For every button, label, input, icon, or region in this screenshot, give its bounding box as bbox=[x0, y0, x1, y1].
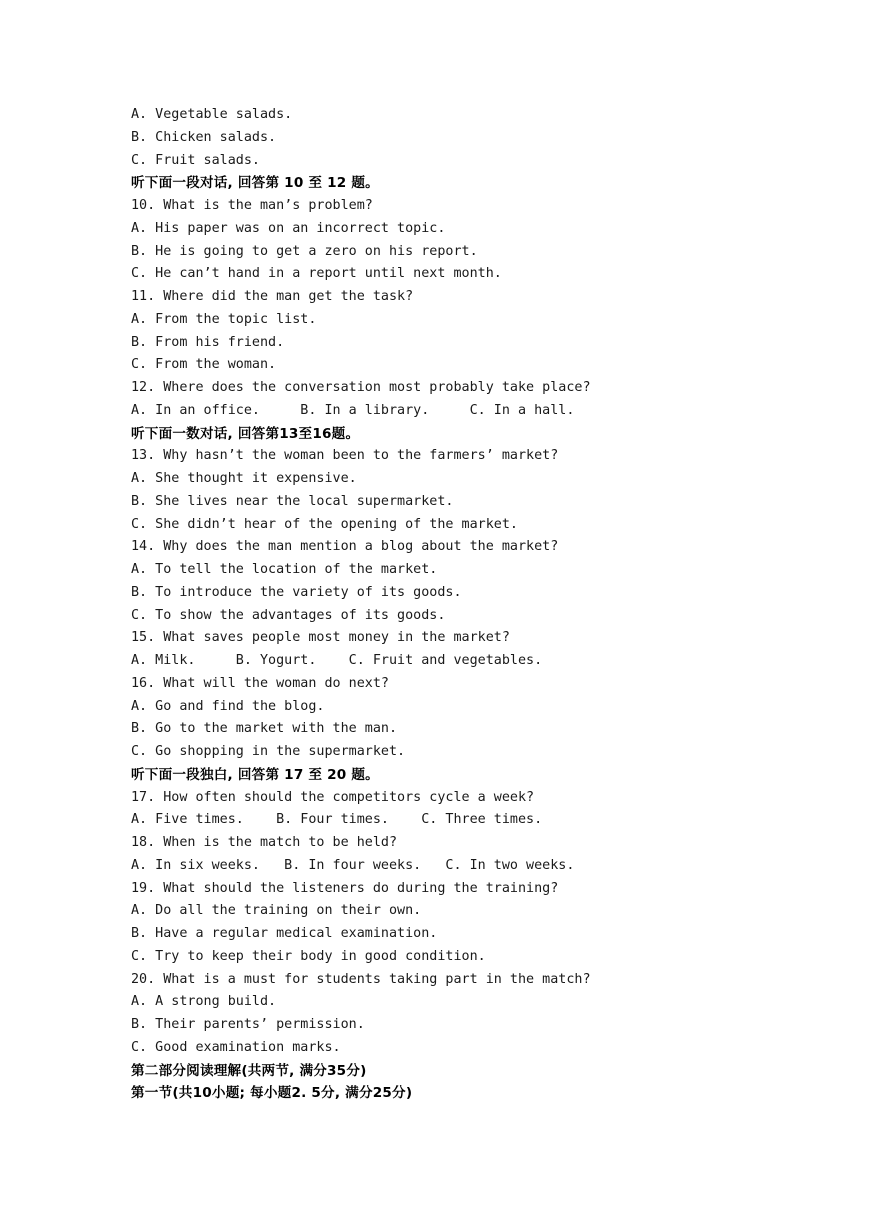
question-line: 12. Where does the conversation most probably take place? bbox=[131, 380, 591, 395]
question-line: 14. Why does the man mention a blog about the market? bbox=[131, 539, 559, 555]
question-line: A. In an office. B. In a library. C. In a hall. bbox=[131, 402, 575, 418]
question-line: A. A strong build. bbox=[131, 994, 277, 1010]
section-heading: 听下面一段独白, 回答第 17 至 20 题。 bbox=[131, 766, 379, 783]
question-line: A. She thought it expensive. bbox=[131, 471, 357, 486]
question-line: A. Five times. B. Four times. C. Three times. bbox=[131, 812, 543, 828]
question-line: 19. What should the listeners do during the training? bbox=[131, 880, 559, 896]
section-heading: 听下面一段对话, 回答第 10 至 12 题。 bbox=[131, 175, 379, 192]
question-line: C. To show the advantages of its goods. bbox=[131, 607, 446, 623]
question-line: C. From the woman. bbox=[131, 357, 277, 373]
question-line: 17. How often should the competitors cycle a week? bbox=[131, 789, 535, 805]
question-line: 10. What is the man’s problem? bbox=[131, 198, 373, 213]
question-line: C. She didn’t hear of the opening of the market. bbox=[131, 516, 518, 532]
question-line: 18. When is the match to be held? bbox=[131, 835, 398, 850]
question-line: 13. Why hasn’t the woman been to the farmers’ market? bbox=[131, 448, 559, 464]
question-line: B. From his friend. bbox=[131, 334, 285, 350]
question-line: B. Their parents’ permission. bbox=[131, 1017, 365, 1032]
question-line: B. Chicken salads. bbox=[131, 129, 277, 145]
section-heading: 第一节(共10小题; 每小题2. 5分, 满分25分) bbox=[131, 1085, 413, 1102]
question-line: 20. What is a must for students taking part in the match? bbox=[131, 971, 591, 987]
question-line: 15. What saves people most money in the market? bbox=[131, 630, 510, 646]
question-line: C. Good examination marks. bbox=[131, 1039, 341, 1055]
question-line: A. Milk. B. Yogurt. C. Fruit and vegetables. bbox=[131, 653, 543, 668]
question-line: C. Fruit salads. bbox=[131, 152, 260, 168]
question-line: A. Vegetable salads. bbox=[131, 107, 293, 122]
question-line: 16. What will the woman do next? bbox=[131, 675, 389, 691]
question-line: A. His paper was on an incorrect topic. bbox=[131, 220, 446, 236]
question-line: B. To introduce the variety of its goods. bbox=[131, 584, 462, 600]
section-heading: 第二部分阅读理解(共两节, 满分35分) bbox=[131, 1062, 367, 1079]
question-line: B. He is going to get a zero on his report. bbox=[131, 243, 478, 259]
question-line: B. Have a regular medical examination. bbox=[131, 926, 438, 941]
question-line: A. Do all the training on their own. bbox=[131, 903, 422, 919]
question-line: A. Go and find the blog. bbox=[131, 698, 325, 714]
question-line: B. Go to the market with the man. bbox=[131, 721, 398, 737]
question-line: A. To tell the location of the market. bbox=[131, 562, 438, 577]
question-line: 11. Where did the man get the task? bbox=[131, 289, 414, 304]
section-heading: 听下面一数对话, 回答第13至16题。 bbox=[131, 425, 360, 442]
question-line: A. In six weeks. B. In four weeks. C. In two weeks. bbox=[131, 857, 575, 873]
question-line: A. From the topic list. bbox=[131, 311, 317, 327]
question-line: C. He can’t hand in a report until next month. bbox=[131, 266, 502, 282]
question-line: B. She lives near the local supermarket. bbox=[131, 493, 454, 509]
question-line: C. Try to keep their body in good condition. bbox=[131, 948, 486, 964]
exam-page bbox=[131, 104, 831, 1105]
question-line: C. Go shopping in the supermarket. bbox=[131, 744, 406, 759]
